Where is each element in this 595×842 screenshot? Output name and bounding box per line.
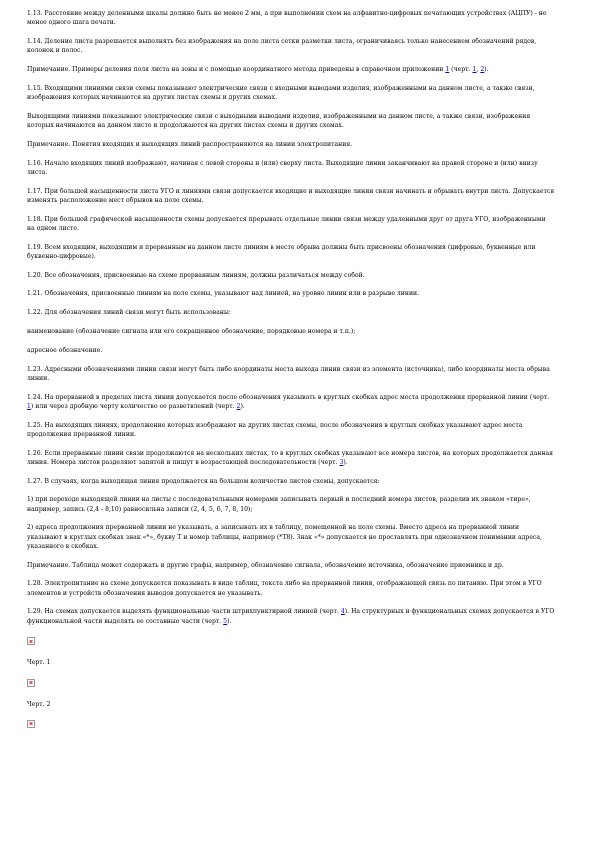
paragraph-1-13: 1.13. Расстояние между деленными шкалы должно быть не менее 2 мм, а при выполнении схем на алфавитно-цифровых печатающих устройствах (АЦПУ) - не менее одного шага печати. (27, 10, 547, 27)
paragraph-1-18: 1.18. При большой графической насыщенности схемы допускается прерывать отдельные линии связи между удаленными друг от друга УГО, изображенными на одном листе. (27, 215, 546, 232)
paragraph-1-22b: адресное обозначение. (27, 346, 103, 354)
broken-image-icon-1 (27, 637, 35, 645)
paragraph-1-17: 1.17. При большой насыщенности листа УГО и линиями связи допускается входящие и выходящие линии связи начинать и обрывать внутри листа. Допускается изменять расположение мест обрывов на поле схемы. (27, 187, 555, 204)
note-1-sep: , (476, 66, 481, 73)
paragraph-1-27-2: 2) адреса продолжения прерванной линии не указывать, а записывать их в таблицу, помещенной на поле схемы. Вместо адреса на прерванной линии указывают в круглых скобках знак «*», букву Т и номер таблицы, например (*Т8). Знак «*» допускается не проставлять при однозначном понимании адреса, указанного в скобках. (27, 524, 542, 550)
paragraph-1-14: 1.14. Деление листа разрешается выполнять без изображения на поле листа сетки разметки листа, ограничиваясь только нанесением обозначений рядов, колонок и полос. (27, 38, 537, 55)
paragraph-1-16: 1.16. Начало входящих линий изображают, начиная с левой стороны и (или) сверху листа. Выходящие линии заканчивают на правой стороне и (или) внизу листа. (27, 159, 538, 176)
p1-24-text: 1.24. На прерванной в пределах листа линии допускается после обозначения указывать в круглых скобках адрес места продолжения прерванной линии (черт. (27, 393, 550, 401)
paragraph-1-27-1: 1) при переходе выходящей линии на листы с последовательными номерами записывать первый и последний номера листов, разделив их знаком «тире», например, запись (2,4 - 8,10) равносильна записи (2, 4, 5, 6, 7, 8, 10); (27, 496, 531, 513)
paragraph-1-22a: наименование (обозначение сигнала или его сокращенное обозначение, порядковые номера и т.п.); (27, 327, 356, 335)
appendix-link-1[interactable]: 1 (445, 66, 450, 73)
p1-26-text: 1.26. Если прерванные линии связи продолжаются на нескольких листах, то в круглых скобках указывают все номера листов, на которых продолжается данная линия. Номера листов разделяют запятой и пишут в возрастающей последовательности (черт. (27, 449, 553, 466)
figure-link-1[interactable]: 1 (472, 66, 477, 73)
figure-link-4[interactable]: 4 (340, 608, 345, 616)
figure-link-5[interactable]: 5 (223, 617, 228, 625)
note-1-text: Примечание. Примеры деления поля листа на зоны и с помощью координатного метода приведены в справочном приложении (27, 66, 446, 73)
paragraph-1-29 (27, 607, 555, 625)
note-2: Примечание. Понятия входящих и выходящих линий распространяются на линии электропитания. (27, 140, 353, 148)
p1-29-end: ). (227, 617, 232, 625)
paragraph-1-15b: Выходящими линиями показывают электрические связи с выходными выводами изделия, изображенными на данном листе, а также связи, изображения которых начинаются на данном листе и продолжаются на других листах схемы и других схемах. (27, 112, 531, 129)
note-1-mid: (черт. (449, 66, 473, 73)
figure-caption-1: Черт. 1 (27, 659, 51, 667)
paragraph-1-15: 1.15. Входящими линиями связи схемы показывают электрические связи с входными выводами изделия, изображенными на данном листе, а также связи, изображения которых начинаются на других листах схемы и других схемах. (27, 84, 535, 101)
paragraph-1-23: 1.23. Адресными обозначениями линии связи могут быть либо координаты места выхода линии связи из элемента (источника), либо координаты места обрыва линии. (27, 365, 550, 382)
note-3: Примечание. Таблица может содержать и другие графы, например, обозначение сигнала, обозначение источника, обозначение приемника и др. (27, 561, 504, 569)
figure-link-2[interactable]: 2 (480, 66, 485, 73)
paragraph-1-20: 1.20. Все обозначения, присвоенные на схеме прерванным линиям, должны различаться между собой. (27, 271, 365, 279)
paragraph-1-26 (27, 449, 555, 467)
note-1 (27, 65, 555, 74)
broken-image-icon-2 (27, 679, 35, 687)
broken-image-icon-3 (27, 720, 35, 728)
paragraph-1-22: 1.22. Для обозначения линий связи могут быть использованы: (27, 309, 231, 317)
figure-caption-2: Черт. 2 (27, 700, 51, 708)
paragraph-1-24 (27, 393, 555, 411)
p1-26-end: ). (343, 458, 348, 466)
p1-29-mid: ). На структурных и функциональных схемах допускается в УГО функциональной части выделять ее составные части (черт. (27, 608, 555, 625)
paragraph-1-28: 1.28. Электропитание на схеме допускается показывать в виде таблиц, текста либо на прерванной линии, отображающей связь по питанию. При этом в УГО элементов и устройств обозначения выводов допускается не указывать. (27, 580, 542, 597)
paragraph-1-27: 1.27. В случаях, когда выходящая линия продолжается на большом количестве листов схемы, допускается: (27, 477, 380, 485)
figure-link-1b[interactable]: 1 (27, 402, 31, 410)
figure-link-3[interactable]: 3 (339, 458, 344, 466)
note-1-end: ). (484, 66, 489, 73)
p1-24-end: ). (240, 402, 245, 410)
paragraph-1-21: 1.21. Обозначения, присвоенные линиям на поле схемы, указывают над линией, на уровне линии или в разрыве линии. (27, 290, 420, 298)
figure-link-2b[interactable]: 2 (236, 402, 241, 410)
p1-24-mid: ) или через дробную черту количество ее разветвлений (черт. (30, 402, 237, 410)
p1-29-text: 1.29. На схемах допускается выделять функциональные части штрихпунктирной линией (черт. (27, 608, 341, 616)
paragraph-1-19: 1.19. Всем входящим, выходящим и прерванным на данном листе линиям в месте обрыва должны быть присвоены обозначения (цифровые, буквенные или буквенно-цифровые). (27, 243, 536, 260)
paragraph-1-25: 1.25. На выходящих линиях, продолжение которых изображают на других листах схемы, после обозначения в круглых скобках указывают адрес места продолжения прерванной линии. (27, 421, 523, 438)
